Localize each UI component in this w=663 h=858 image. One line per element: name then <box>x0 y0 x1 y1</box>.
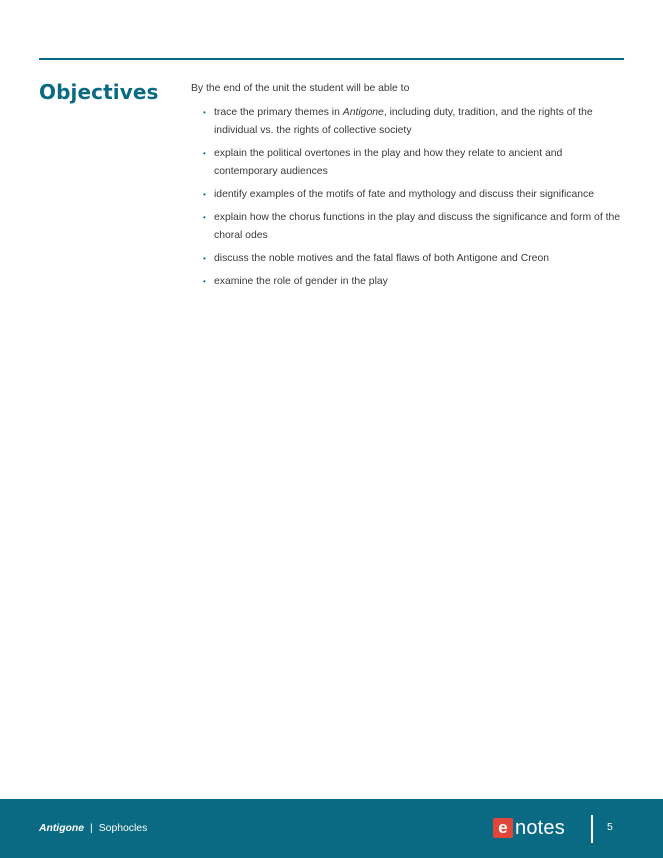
footer-book-info <box>39 823 147 834</box>
bullet-icon: • <box>203 149 206 158</box>
bullet-icon: • <box>203 108 206 117</box>
objective-item: • identify examples of the motifs of fate and mythology and discuss their significance <box>203 186 623 204</box>
objective-item: • explain how the chorus functions in the play and discuss the significance and form of the choral odes <box>203 209 623 245</box>
objective-item: • discuss the noble motives and the fatal flaws of both Antigone and Creon <box>203 250 623 268</box>
enotes-logo-text: notes <box>515 816 565 839</box>
objective-item: • trace the primary themes in Antigone, including duty, tradition, and the rights of the individual vs. the rights of collective society <box>203 104 623 140</box>
enotes-logo[interactable] <box>493 816 565 840</box>
footer-separator: | <box>90 823 93 834</box>
objectives-intro: By the end of the unit the student will be able to <box>191 83 410 94</box>
objective-item: • examine the role of gender in the play <box>203 273 623 291</box>
bullet-icon: • <box>203 254 206 263</box>
objectives-list <box>203 104 623 296</box>
footer-bar <box>0 799 663 858</box>
footer-author: Sophocles <box>98 823 148 834</box>
footer-book-title: Antigone <box>39 823 85 834</box>
bullet-icon: • <box>203 190 206 199</box>
section-title: Objectives <box>39 80 159 104</box>
objective-item: • explain the political overtones in the play and how they relate to ancient and contemporary audiences <box>203 145 623 181</box>
top-rule <box>39 58 624 60</box>
footer-divider <box>591 815 593 843</box>
page-number: 5 <box>607 822 613 833</box>
enotes-logo-icon: e <box>493 818 513 838</box>
bullet-icon: • <box>203 277 206 286</box>
bullet-icon: • <box>203 213 206 222</box>
